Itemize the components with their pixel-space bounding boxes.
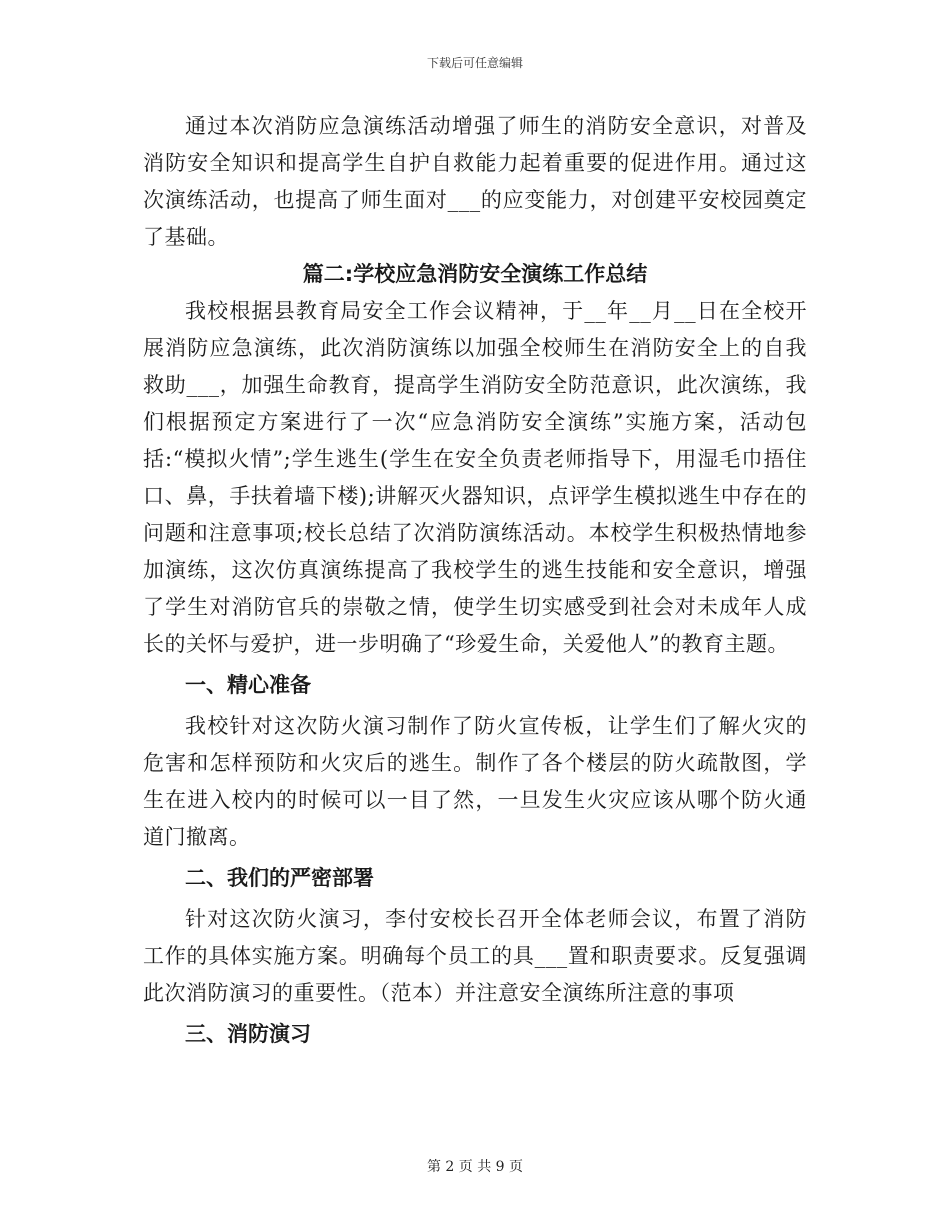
intro-paragraph: 通过本次消防应急演练活动增强了师生的消防安全意识，对普及消防安全知识和提高学生自护自救能力起着重要的促进作用。通过这次演练活动，也提高了师生面对___的应变能力，对创建平安校园奠定了基础。 [143,114,807,249]
document-body [143,108,807,1053]
paragraph-preparation: 我校针对这次防火演习制作了防火宣传板，让学生们了解火灾的危害和怎样预防和火灾后的逃生。制作了各个楼层的防火疏散图，学生在进入校内的时候可以一目了然，一旦发生火灾应该从哪个防火通道门撤离。 [143,714,807,849]
paragraph-deployment: 针对这次防火演习，李付安校长召开全体老师会议，布置了消防工作的具体实施方案。明确每个员工的具___置和职责要求。反复强调此次消防演习的重要性。（范本）并注意安全演练所注意的事项 [143,907,807,1005]
page-footer: 第 2 页 共 9 页 [426,1159,524,1175]
heading-drill: 三、消防演习 [185,1022,311,1046]
heading-deployment: 二、我们的严密部署 [185,866,374,890]
heading-preparation: 一、精心准备 [185,673,311,697]
section-paragraph: 我校根据县教育局安全工作会议精神，于__年__月__日在全校开展消防应急演练，此次消防演练以加强全校师生在消防安全上的自我救助___，加强生命教育，提高学生消防安全防范意识，此次演练，我们根据预定方案进行了一次“应急消防安全演练”实施方案，活动包括:“模拟火情”;学生逃生(学生在安全负责老师指导下，用湿毛巾捂住口、鼻，手扶着墙下楼);讲解灭火器知识，点评学生模拟逃生中存在的问题和注意事项;校长总结了次消防演练活动。本校学生积极热情地参加演练，这次仿真演练提高了我校学生的逃生技能和安全意识，增强了学生对消防官兵的崇敬之情，使学生切实感受到社会对未成年人成长的关怀与爱护，进一步明确了“珍爱生命，关爱他人”的教育主题。 [143,299,807,656]
page-header-note: 下载后可任意编辑 [426,56,523,70]
section-title: 篇二:学校应急消防安全演练工作总结 [302,262,648,286]
